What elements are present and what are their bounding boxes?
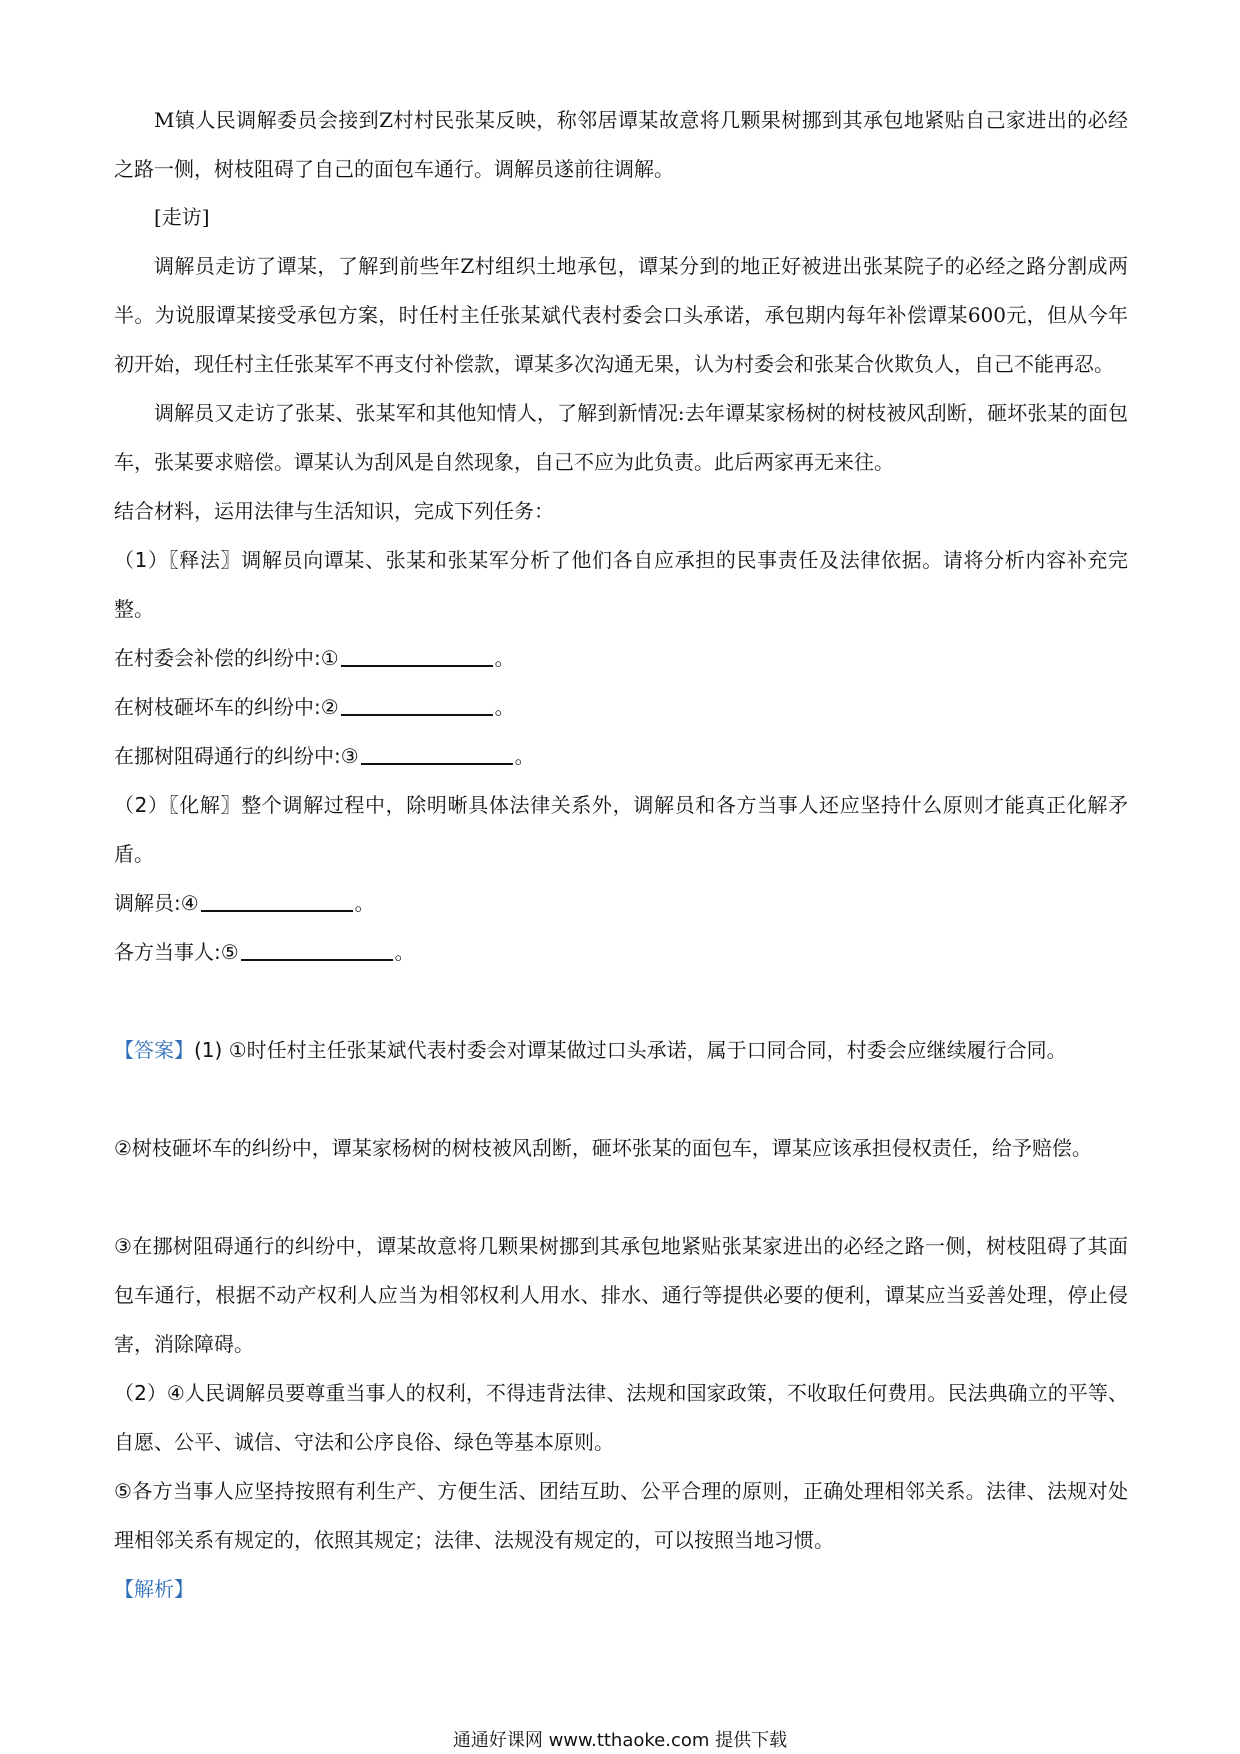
item-e-label: 各方当事人:⑤ bbox=[114, 940, 239, 964]
question-1: （1）〖释法〗调解员向谭某、张某和张某军分析了他们各自应承担的民事责任及法律依据。请将分析内容补充完整。 bbox=[114, 548, 1128, 621]
material-paragraph-1: M镇人民调解委员会接到Z村村民张某反映，称邻居谭某故意将几颗果树挪到其承包地紧贴自己家进出的必经之路一侧，树枝阻碍了自己的面包车通行。调解员遂前往调解。 bbox=[114, 108, 1128, 181]
answer-blank-2[interactable] bbox=[341, 692, 493, 716]
question-1-item-b bbox=[114, 683, 1128, 732]
item-d-label: 调解员:④ bbox=[114, 891, 199, 915]
item-c-label: 在挪树阻碍通行的纠纷中:③ bbox=[114, 744, 359, 768]
item-a-period: 。 bbox=[494, 646, 515, 670]
question-1-item-a bbox=[114, 634, 1128, 683]
analysis-tag: 【解析】 bbox=[114, 1577, 194, 1601]
material-paragraph-2: 调解员走访了谭某，了解到前些年Z村组织土地承包，谭某分到的地正好被进出张某院子的必经之路分割成两半。为说服谭某接受承包方案，时任村主任张某斌代表村委会口头承诺，承包期内每年补偿谭某600元，但从今年初开始，现任村主任张某军不再支付补偿款，谭某多次沟通无果，认为村委会和张某合伙欺负人，自己不能再忍。 bbox=[114, 254, 1128, 376]
item-a-label: 在村委会补偿的纠纷中:① bbox=[114, 646, 339, 670]
answer-blank-3[interactable] bbox=[361, 741, 513, 765]
question-2: （2）〖化解〗整个调解过程中，除明晰具体法律关系外，调解员和各方当事人还应坚持什么原则才能真正化解矛盾。 bbox=[114, 793, 1128, 866]
question-1-item-c bbox=[114, 732, 1128, 781]
item-c-period: 。 bbox=[514, 744, 535, 768]
task-intro: 结合材料，运用法律与生活知识，完成下列任务： bbox=[114, 499, 554, 523]
answer-blank-4[interactable] bbox=[201, 888, 353, 912]
page-footer: 通通好课网 www.tthaoke.com 提供下载 bbox=[452, 1730, 788, 1751]
answer-1 bbox=[114, 1026, 1128, 1075]
visit-heading: [走访] bbox=[154, 205, 210, 229]
answer-blank-5[interactable] bbox=[241, 937, 393, 961]
item-e-period: 。 bbox=[394, 940, 415, 964]
answer-tag: 【答案】 bbox=[114, 1038, 194, 1062]
answer-4: （2）④人民调解员要尊重当事人的权利，不得违背法律、法规和国家政策，不收取任何费用。民法典确立的平等、自愿、公平、诚信、守法和公序良俗、绿色等基本原则。 bbox=[114, 1381, 1128, 1454]
answer-2: ②树枝砸坏车的纠纷中，谭某家杨树的树枝被风刮断，砸坏张某的面包车，谭某应该承担侵权责任，给予赔偿。 bbox=[114, 1136, 1092, 1160]
answer-5: ⑤各方当事人应坚持按照有利生产、方便生活、团结互助、公平合理的原则，正确处理相邻关系。法律、法规对处理相邻关系有规定的，依照其规定；法律、法规没有规定的，可以按照当地习惯。 bbox=[114, 1479, 1128, 1552]
answer-blank-1[interactable] bbox=[341, 643, 493, 667]
answer-1-text: (1) ①时任村主任张某斌代表村委会对谭某做过口头承诺，属于口同合同，村委会应继续履行合同。 bbox=[194, 1038, 1067, 1062]
item-d-period: 。 bbox=[354, 891, 375, 915]
analysis-heading bbox=[114, 1565, 1128, 1614]
answer-3: ③在挪树阻碍通行的纠纷中，谭某故意将几颗果树挪到其承包地紧贴张某家进出的必经之路一侧，树枝阻碍了其面包车通行，根据不动产权利人应当为相邻权利人用水、排水、通行等提供必要的便利，谭某应当妥善处理，停止侵害，消除障碍。 bbox=[114, 1234, 1128, 1356]
item-b-label: 在树枝砸坏车的纠纷中:② bbox=[114, 695, 339, 719]
question-2-item-b bbox=[114, 928, 1128, 977]
item-b-period: 。 bbox=[494, 695, 515, 719]
question-2-item-a bbox=[114, 879, 1128, 928]
material-paragraph-3: 调解员又走访了张某、张某军和其他知情人，了解到新情况:去年谭某家杨树的树枝被风刮断，砸坏张某的面包车，张某要求赔偿。谭某认为刮风是自然现象，自己不应为此负责。此后两家再无来往。 bbox=[114, 401, 1128, 474]
